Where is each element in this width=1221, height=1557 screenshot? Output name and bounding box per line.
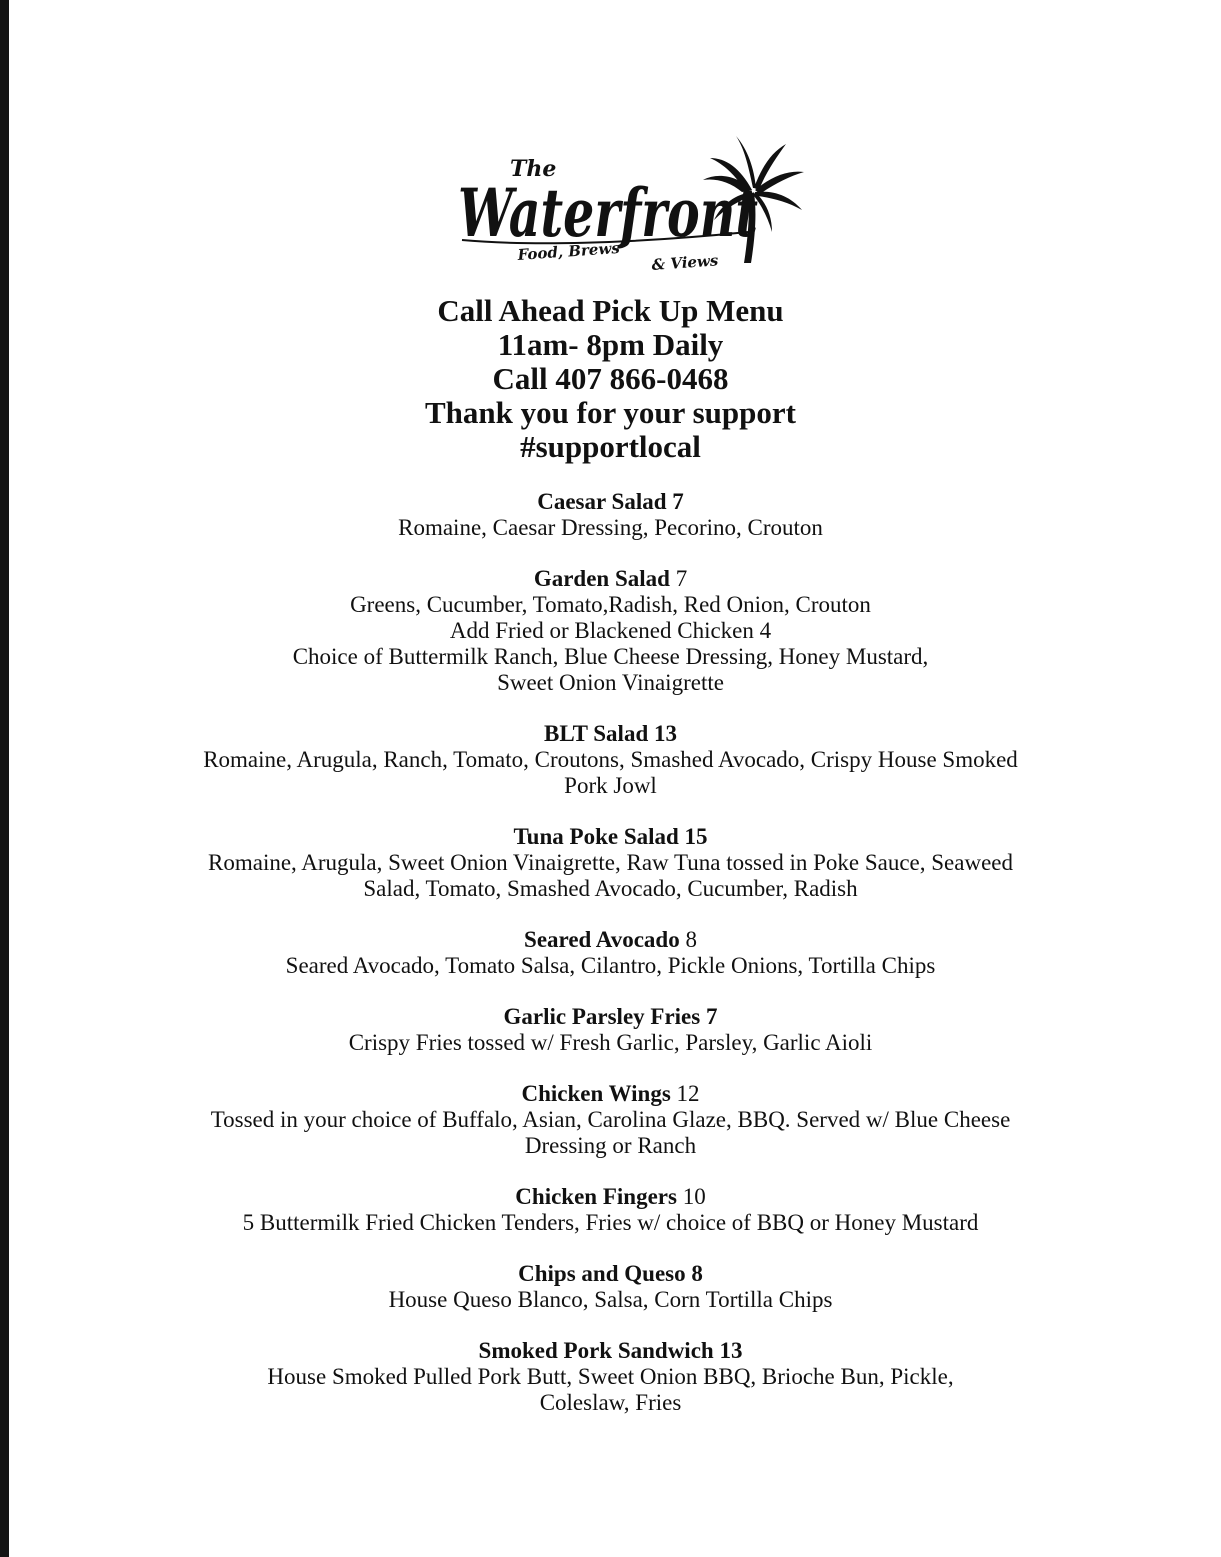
item-description: Coleslaw, Fries: [539, 1390, 682, 1415]
item-title: [0, 1081, 1221, 1107]
waterfront-logo: [448, 128, 818, 283]
menu-item-blt-salad: [0, 721, 1221, 799]
item-description: Sweet Onion Vinaigrette: [497, 670, 724, 695]
item-name: Tuna Poke Salad: [513, 824, 679, 849]
menu-item-garden-salad: [0, 566, 1221, 696]
item-description: House Queso Blanco, Salsa, Corn Tortilla Chips: [388, 1287, 833, 1312]
menu-item-smoked-pork-sandwich: [0, 1338, 1221, 1416]
header-hashtag: #supportlocal: [520, 429, 701, 464]
tagline-right-text: & Views: [651, 251, 719, 274]
item-price: 13: [653, 721, 677, 746]
item-name: Garlic Parsley Fries: [503, 1004, 701, 1029]
menu-item-chips-and-queso: [0, 1261, 1221, 1313]
item-description: Romaine, Caesar Dressing, Pecorino, Crouton: [398, 515, 823, 540]
menu-header: [0, 294, 1221, 464]
item-price: 7: [672, 489, 684, 514]
item-name: BLT Salad: [544, 721, 649, 746]
brand-small-text: The: [510, 156, 557, 182]
header-phone: Call 407 866-0468: [492, 361, 729, 396]
menu-item-seared-avocado: [0, 927, 1221, 979]
item-name: Chicken Fingers: [515, 1184, 677, 1209]
item-title: [0, 824, 1221, 850]
item-title: [0, 1261, 1221, 1287]
item-description: Greens, Cucumber, Tomato,Radish, Red Onion, Crouton: [350, 592, 871, 617]
item-description: Romaine, Arugula, Ranch, Tomato, Croutons, Smashed Avocado, Crispy House Smoked: [203, 747, 1018, 772]
item-title: [0, 566, 1221, 592]
item-title: [0, 1004, 1221, 1030]
item-title: [0, 721, 1221, 747]
header-title: Call Ahead Pick Up Menu: [437, 293, 784, 328]
item-description: Tossed in your choice of Buffalo, Asian, Carolina Glaze, BBQ. Served w/ Blue Cheese: [210, 1107, 1011, 1132]
item-description: Dressing or Ranch: [524, 1133, 697, 1158]
item-description: Choice of Buttermilk Ranch, Blue Cheese Dressing, Honey Mustard,: [292, 644, 929, 669]
item-name: Chicken Wings: [521, 1081, 671, 1106]
item-price: 7: [705, 1004, 718, 1029]
item-price: 12: [676, 1081, 700, 1106]
menu-item-garlic-parsley-fries: [0, 1004, 1221, 1056]
item-price: 13: [719, 1338, 743, 1363]
item-description: House Smoked Pulled Pork Butt, Sweet Onion BBQ, Brioche Bun, Pickle,: [267, 1364, 954, 1389]
item-title: [0, 489, 1221, 515]
item-name: Garden Salad: [533, 566, 670, 591]
item-price: 15: [684, 824, 708, 849]
item-title: [0, 927, 1221, 953]
item-description: Romaine, Arugula, Sweet Onion Vinaigrette, Raw Tuna tossed in Poke Sauce, Seaweed: [208, 850, 1013, 875]
menu-list: [0, 489, 1221, 1441]
item-name: Caesar Salad: [537, 489, 667, 514]
menu-item-chicken-fingers: [0, 1184, 1221, 1236]
item-price: 8: [685, 927, 697, 952]
item-name: Seared Avocado: [524, 927, 680, 952]
item-description: 5 Buttermilk Fried Chicken Tenders, Fries w/ choice of BBQ or Honey Mustard: [242, 1210, 979, 1235]
item-price: 10: [682, 1184, 706, 1209]
item-description: Crispy Fries tossed w/ Fresh Garlic, Parsley, Garlic Aioli: [348, 1030, 873, 1055]
menu-item-tuna-poke-salad: [0, 824, 1221, 902]
item-title: [0, 1184, 1221, 1210]
item-name: Chips and Queso: [518, 1261, 686, 1286]
brand-script-text: Waterfront: [458, 174, 758, 252]
item-description: Add Fried or Blackened Chicken 4: [449, 618, 772, 643]
item-description: Pork Jowl: [564, 773, 657, 798]
item-price: 7: [675, 566, 688, 591]
header-thanks: Thank you for your support: [425, 395, 796, 430]
item-title: [0, 1338, 1221, 1364]
item-description: Salad, Tomato, Smashed Avocado, Cucumber, Radish: [363, 876, 858, 901]
item-price: 8: [691, 1261, 703, 1286]
item-description: Seared Avocado, Tomato Salsa, Cilantro, Pickle Onions, Tortilla Chips: [285, 953, 936, 978]
tagline-left-text: Food, Brews: [517, 238, 621, 264]
menu-item-caesar-salad: [0, 489, 1221, 541]
item-name: Smoked Pork Sandwich: [478, 1338, 714, 1363]
header-hours: 11am- 8pm Daily: [497, 327, 724, 362]
menu-item-chicken-wings: [0, 1081, 1221, 1159]
